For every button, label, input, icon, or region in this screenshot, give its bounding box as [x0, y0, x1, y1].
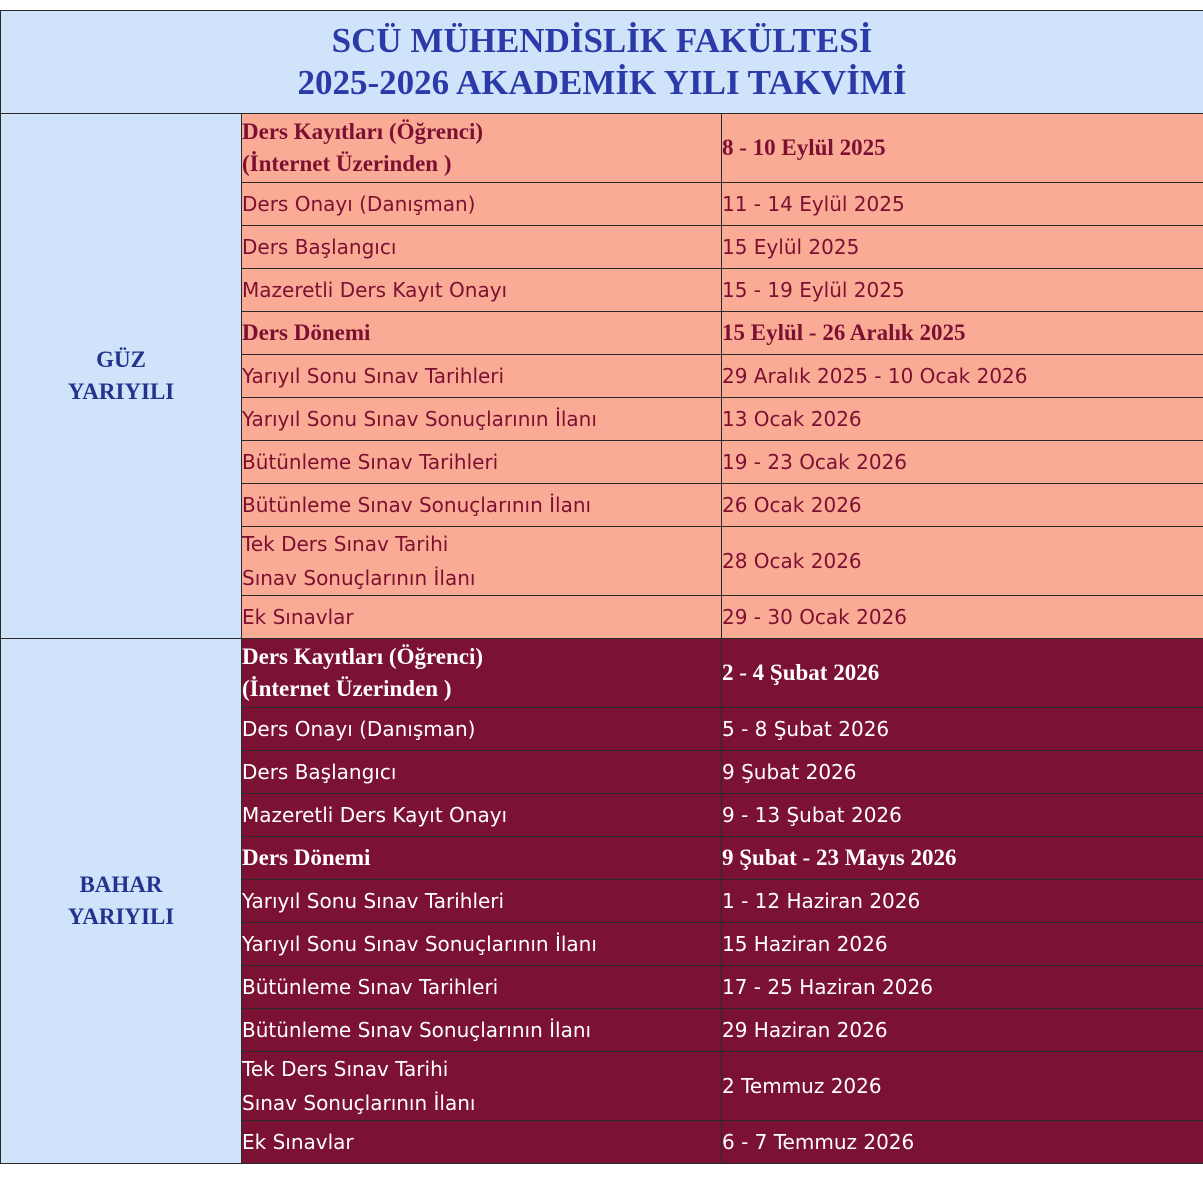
semester-label-bahar [1, 639, 242, 1164]
event-text: Ders Başlangıcı [242, 760, 397, 784]
date-cell: 1 - 12 Haziran 2026 [722, 880, 1203, 923]
date-cell: 2 Temmuz 2026 [722, 1052, 1203, 1121]
date-cell: 11 - 14 Eylül 2025 [722, 183, 1203, 226]
date-cell: 9 Şubat 2026 [722, 751, 1203, 794]
event-cell [242, 114, 722, 183]
page-title [1, 11, 1203, 114]
event-cell [242, 794, 722, 837]
event-text: Bütünleme Sınav Sonuçlarının İlanı [242, 1018, 592, 1042]
event-text: Tek Ders Sınav Tarihi [242, 532, 449, 556]
event-text: (İnternet Üzerinden ) [242, 151, 452, 176]
event-text: Ders Dönemi [242, 845, 371, 870]
event-text: Yarıyıl Sonu Sınav Tarihleri [242, 889, 505, 913]
date-cell: 8 - 10 Eylül 2025 [722, 114, 1203, 183]
event-text: Ders Onayı (Danışman) [242, 192, 476, 216]
date-cell: 9 Şubat - 23 Mayıs 2026 [722, 837, 1203, 880]
date-cell: 29 Aralık 2025 - 10 Ocak 2026 [722, 355, 1203, 398]
semester-label-guz [1, 114, 242, 639]
event-text: Ek Sınavlar [242, 1130, 354, 1154]
event-cell [242, 1121, 722, 1164]
calendar-body [1, 11, 1203, 1164]
event-cell [242, 269, 722, 312]
date-cell: 15 Eylül - 26 Aralık 2025 [722, 312, 1203, 355]
event-cell [242, 966, 722, 1009]
date-cell: 6 - 7 Temmuz 2026 [722, 1121, 1203, 1164]
table-row [1, 114, 1203, 183]
title-row [1, 11, 1203, 114]
date-cell: 2 - 4 Şubat 2026 [722, 639, 1203, 708]
event-text: Ders Onayı (Danışman) [242, 717, 476, 741]
event-cell [242, 837, 722, 880]
event-text: Ders Kayıtları (Öğrenci) [242, 119, 484, 144]
event-cell [242, 441, 722, 484]
semester-label-line-2: YARIYILI [67, 379, 175, 404]
event-cell [242, 183, 722, 226]
date-cell: 13 Ocak 2026 [722, 398, 1203, 441]
date-cell: 9 - 13 Şubat 2026 [722, 794, 1203, 837]
event-text: Yarıyıl Sonu Sınav Tarihleri [242, 364, 505, 388]
date-cell: 19 - 23 Ocak 2026 [722, 441, 1203, 484]
title-line-1: SCÜ MÜHENDİSLİK FAKÜLTESİ [331, 21, 873, 60]
date-cell: 17 - 25 Haziran 2026 [722, 966, 1203, 1009]
event-text: Tek Ders Sınav Tarihi [242, 1057, 449, 1081]
event-text: Sınav Sonuçlarının İlanı [242, 1091, 476, 1115]
date-cell: 28 Ocak 2026 [722, 527, 1203, 596]
semester-label-line-1: GÜZ [96, 347, 146, 372]
event-cell [242, 1052, 722, 1121]
event-cell [242, 639, 722, 708]
event-cell [242, 923, 722, 966]
event-text: Yarıyıl Sonu Sınav Sonuçlarının İlanı [242, 407, 597, 431]
event-text: Bütünleme Sınav Tarihleri [242, 450, 499, 474]
event-text: Mazeretli Ders Kayıt Onayı [242, 278, 508, 302]
event-text: (İnternet Üzerinden ) [242, 676, 452, 701]
event-cell [242, 398, 722, 441]
date-cell: 15 Haziran 2026 [722, 923, 1203, 966]
event-cell [242, 596, 722, 639]
event-text: Ek Sınavlar [242, 605, 354, 629]
event-text: Ders Başlangıcı [242, 235, 397, 259]
semester-label-line-1: BAHAR [79, 872, 163, 897]
event-cell [242, 751, 722, 794]
date-cell: 29 Haziran 2026 [722, 1009, 1203, 1052]
event-cell [242, 708, 722, 751]
event-cell [242, 1009, 722, 1052]
event-text: Yarıyıl Sonu Sınav Sonuçlarının İlanı [242, 932, 597, 956]
event-text: Sınav Sonuçlarının İlanı [242, 566, 476, 590]
event-cell [242, 880, 722, 923]
date-cell: 15 - 19 Eylül 2025 [722, 269, 1203, 312]
event-text: Ders Dönemi [242, 320, 371, 345]
date-cell: 26 Ocak 2026 [722, 484, 1203, 527]
table-row [1, 639, 1203, 708]
event-cell [242, 355, 722, 398]
event-text: Bütünleme Sınav Tarihleri [242, 975, 499, 999]
academic-calendar-table [0, 10, 1203, 1164]
event-cell [242, 527, 722, 596]
event-text: Mazeretli Ders Kayıt Onayı [242, 803, 508, 827]
event-cell [242, 484, 722, 527]
event-cell [242, 312, 722, 355]
semester-label-line-2: YARIYILI [67, 904, 175, 929]
date-cell: 5 - 8 Şubat 2026 [722, 708, 1203, 751]
event-text: Ders Kayıtları (Öğrenci) [242, 644, 484, 669]
title-line-2: 2025-2026 AKADEMİK YILI TAKVİMİ [297, 63, 907, 102]
event-text: Bütünleme Sınav Sonuçlarının İlanı [242, 493, 592, 517]
event-cell [242, 226, 722, 269]
date-cell: 15 Eylül 2025 [722, 226, 1203, 269]
date-cell: 29 - 30 Ocak 2026 [722, 596, 1203, 639]
